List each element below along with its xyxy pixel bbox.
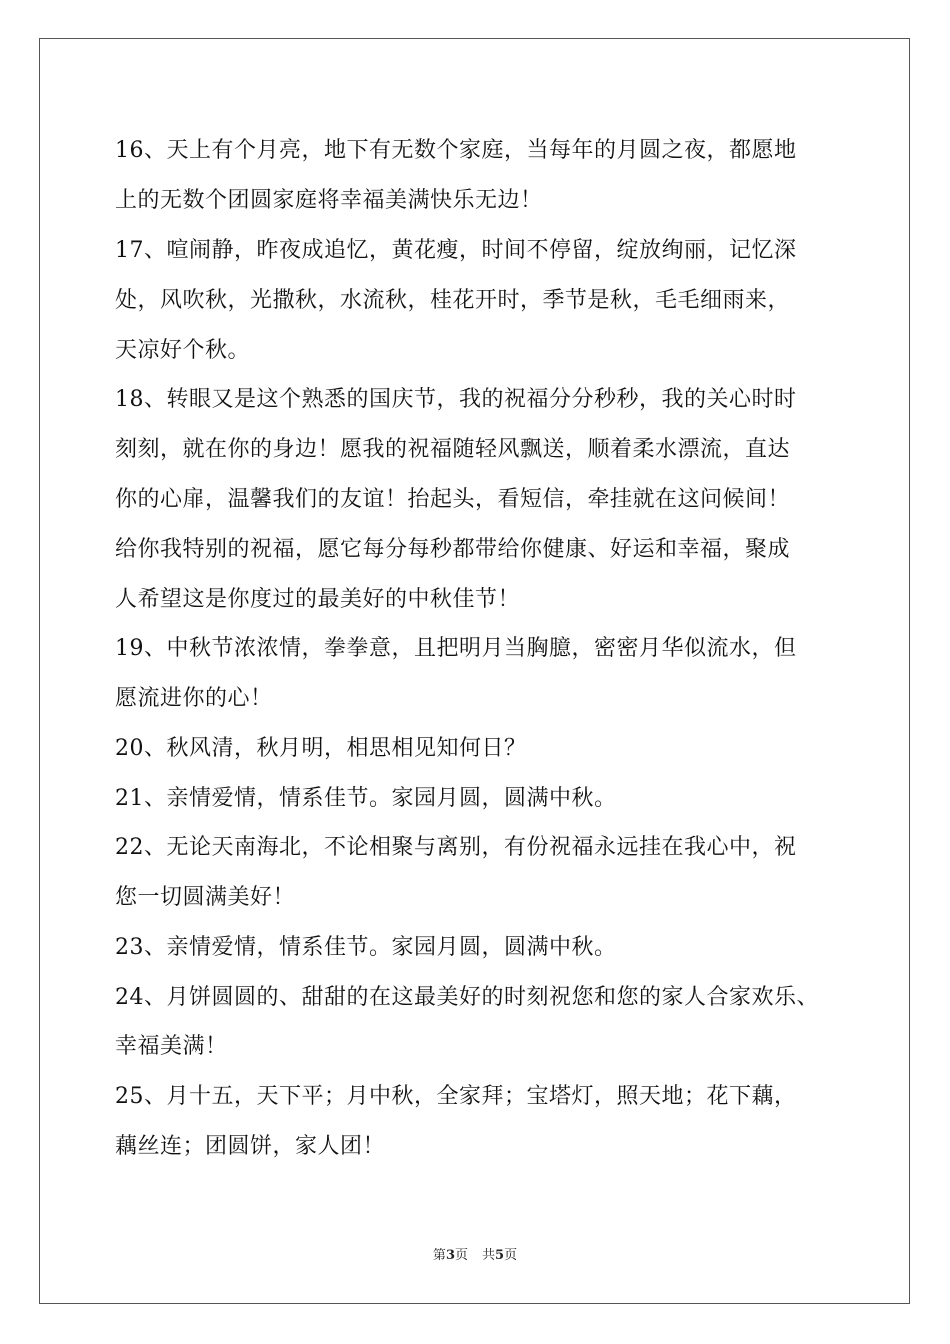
page-number: 3 — [445, 1248, 455, 1263]
text-line: 处，风吹秋，光撒秋，水流秋，桂花开时，季节是秋，毛毛细雨来， — [115, 288, 791, 313]
page-footer — [0, 1247, 950, 1265]
total-prefix: 共 — [482, 1248, 496, 1263]
total-pages: 5 — [495, 1248, 505, 1263]
text-line: 人希望这是你度过的最美好的中秋佳节！ — [115, 587, 521, 612]
text-line: 愿流进你的心！ — [115, 686, 273, 711]
page-prefix: 第 — [432, 1248, 446, 1263]
page-border — [39, 38, 910, 1304]
text-line: 24、月饼圆圆的、甜甜的在这最美好的时刻祝您和您的家人合家欢乐、 — [115, 985, 819, 1010]
text-line: 16、天上有个月亮，地下有无数个家庭，当每年的月圆之夜，都愿地 — [115, 138, 797, 163]
text-line: 23、亲情爱情，情系佳节。家园月圆，圆满中秋。 — [115, 935, 617, 960]
text-line: 藕丝连；团圆饼，家人团！ — [115, 1134, 386, 1159]
page-suffix: 页 — [454, 1248, 468, 1263]
text-line: 21、亲情爱情，情系佳节。家园月圆，圆满中秋。 — [115, 786, 617, 811]
text-line: 17、喧闹静，昨夜成追忆，黄花瘦，时间不停留，绽放绚丽，记忆深 — [115, 238, 797, 263]
text-line: 20、秋风清，秋月明，相思相见知何日？ — [115, 736, 527, 761]
text-line: 您一切圆满美好！ — [115, 885, 296, 910]
text-line: 22、无论天南海北，不论相聚与离别，有份祝福永远挂在我心中，祝 — [115, 835, 797, 860]
text-line: 天凉好个秋。 — [115, 338, 251, 363]
text-line: 25、月十五，天下平；月中秋，全家拜；宝塔灯，照天地；花下藕， — [115, 1084, 797, 1109]
text-line: 19、中秋节浓浓情，拳拳意，且把明月当胸臆，密密月华似流水，但 — [115, 636, 797, 661]
text-line: 幸福美满！ — [115, 1034, 228, 1059]
text-line: 刻刻，就在你的身边！愿我的祝福随轻风飘送，顺着柔水漂流，直达 — [115, 437, 791, 462]
text-line: 上的无数个团圆家庭将幸福美满快乐无边！ — [115, 188, 543, 213]
text-line: 给你我特别的祝福，愿它每分每秒都带给你健康、好运和幸福，聚成 — [115, 537, 791, 562]
total-suffix: 页 — [504, 1248, 518, 1263]
text-line: 你的心扉，温馨我们的友谊！抬起头，看短信，牵挂就在这问候间！ — [115, 487, 791, 512]
text-line: 18、转眼又是这个熟悉的国庆节，我的祝福分分秒秒，我的关心时时 — [115, 387, 797, 412]
